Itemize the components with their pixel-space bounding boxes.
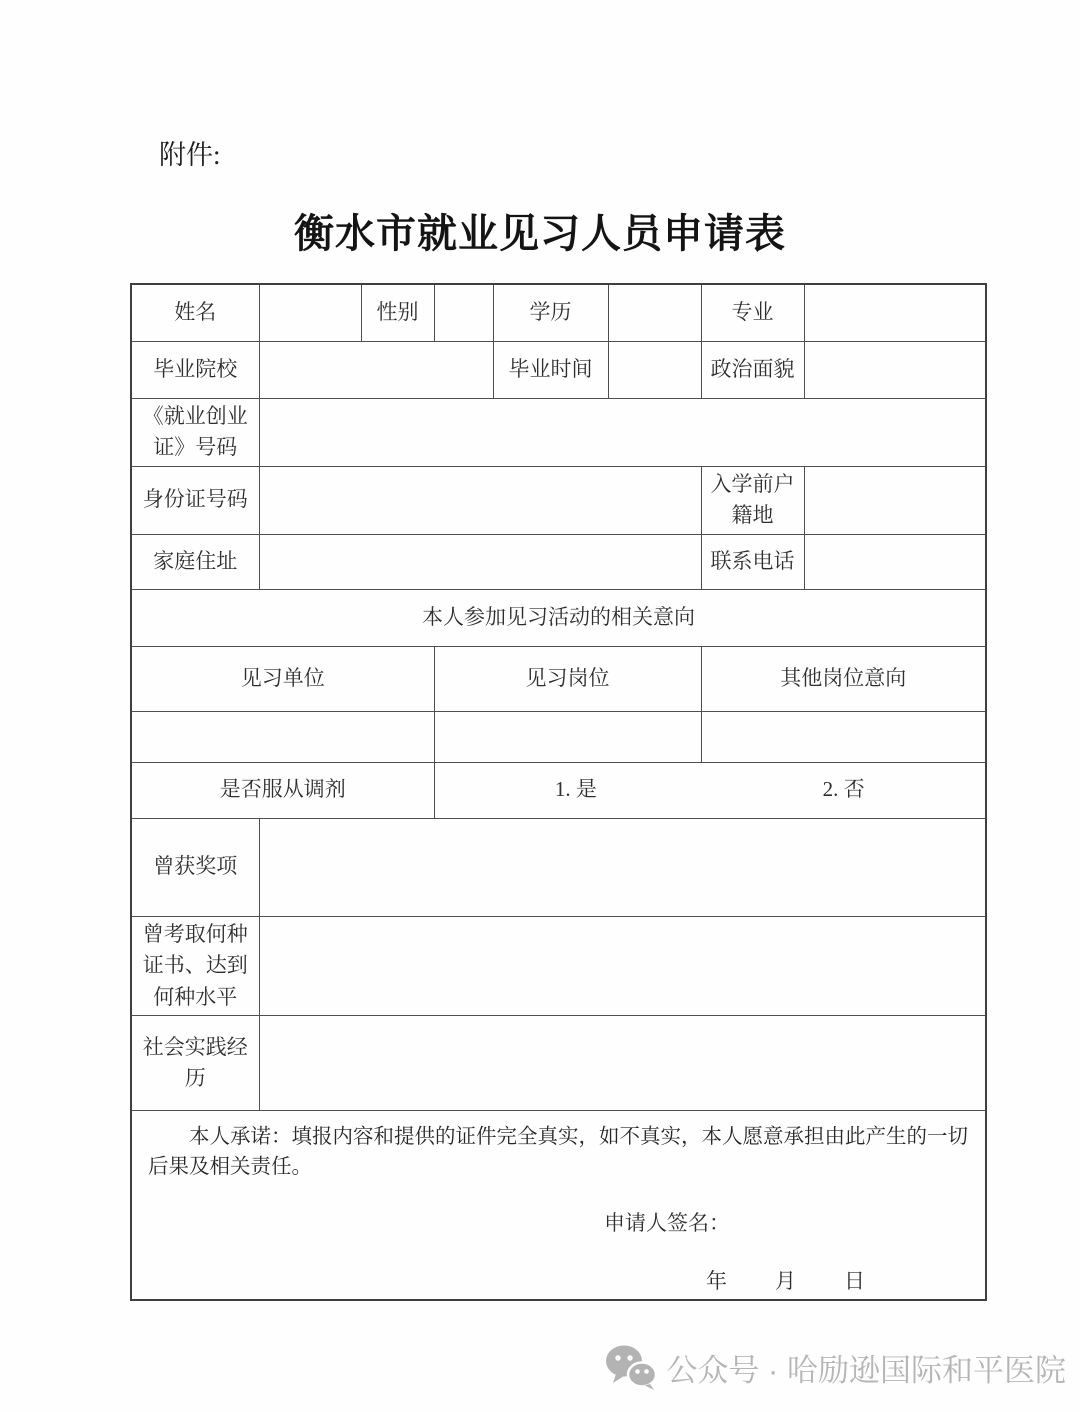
row-intention-header <box>131 589 986 646</box>
graduate-school-value-cell <box>259 341 493 398</box>
id-card-label: 身份证号码 <box>131 466 259 534</box>
page-title: 衡水市就业见习人员申请表 <box>294 211 786 256</box>
internship-post-value-cell <box>434 711 701 762</box>
internship-unit-value-cell <box>131 711 434 762</box>
declaration-cell <box>131 1111 986 1301</box>
row-declaration <box>131 1111 986 1301</box>
other-post-intention-label: 其他岗位意向 <box>701 646 986 711</box>
attachment-label: 附件: <box>159 140 221 170</box>
political-status-label: 政治面貌 <box>701 341 804 398</box>
social-practice-label: 社会实践经历 <box>131 1016 259 1111</box>
graduate-school-label: 毕业院校 <box>131 341 259 398</box>
internship-unit-label: 见习单位 <box>131 646 434 711</box>
phone-label: 联系电话 <box>701 534 804 589</box>
wechat-icon <box>605 1344 657 1390</box>
row-intention-columns <box>131 646 986 711</box>
row-certificates <box>131 916 986 1016</box>
adjustment-options-cell <box>434 762 986 818</box>
graduate-time-label: 毕业时间 <box>493 341 608 398</box>
id-card-value-cell <box>259 466 701 534</box>
row-social-practice <box>131 1016 986 1111</box>
obey-adjustment-label: 是否服从调剂 <box>131 762 434 818</box>
row-basic-info <box>131 284 986 341</box>
education-label: 学历 <box>493 284 608 341</box>
name-label: 姓名 <box>131 284 259 341</box>
option-yes: 1. 是 <box>554 777 597 802</box>
row-intention-values <box>131 711 986 762</box>
gender-label: 性别 <box>361 284 434 341</box>
political-status-value-cell <box>804 341 986 398</box>
row-employment-cert <box>131 398 986 466</box>
watermark-text: 公众号 · 哈励逊国际和平医院 <box>666 1352 1066 1388</box>
home-address-value-cell <box>259 534 701 589</box>
date-label: 年 月 日 <box>706 1268 867 1293</box>
awards-label: 曾获奖项 <box>131 818 259 916</box>
pre-school-residence-value-cell <box>804 466 986 534</box>
signature-label: 申请人签名： <box>604 1211 730 1236</box>
awards-value-cell <box>259 818 986 916</box>
option-no: 2. 否 <box>822 777 865 802</box>
other-post-intention-value-cell <box>701 711 986 762</box>
employment-cert-value-cell <box>259 398 986 466</box>
education-value-cell <box>608 284 701 341</box>
application-form-table <box>130 283 987 1301</box>
certificates-label: 曾考取何种证书、达到何种水平 <box>131 916 259 1016</box>
name-value-cell <box>259 284 361 341</box>
watermark-footer <box>605 1344 1066 1390</box>
intention-section-header: 本人参加见习活动的相关意向 <box>131 589 986 646</box>
row-awards <box>131 818 986 916</box>
row-obey-adjustment <box>131 762 986 818</box>
major-label: 专业 <box>701 284 804 341</box>
major-value-cell <box>804 284 986 341</box>
pre-school-residence-label: 入学前户籍地 <box>701 466 804 534</box>
row-id-card <box>131 466 986 534</box>
graduate-time-value-cell <box>608 341 701 398</box>
phone-value-cell <box>804 534 986 589</box>
home-address-label: 家庭住址 <box>131 534 259 589</box>
internship-post-label: 见习岗位 <box>434 646 701 711</box>
certificates-value-cell <box>259 916 986 1016</box>
employment-cert-label: 《就业创业证》号码 <box>131 398 259 466</box>
gender-value-cell <box>434 284 493 341</box>
social-practice-value-cell <box>259 1016 986 1111</box>
row-graduation <box>131 341 986 398</box>
declaration-text: 本人承诺：填报内容和提供的证件完全真实，如不真实，本人愿意承担由此产生的一切后果及相关责任。 <box>148 1126 968 1178</box>
row-address <box>131 534 986 589</box>
